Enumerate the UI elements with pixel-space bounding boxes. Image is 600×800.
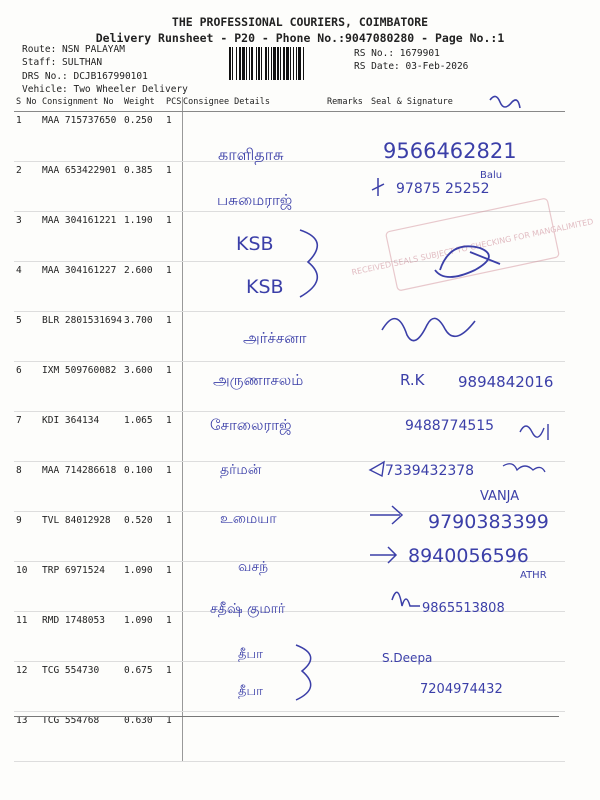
row-seal (371, 662, 565, 712)
table-row (14, 312, 565, 362)
row-weight: 0.520 (124, 512, 166, 562)
row-pcs: 1 (166, 712, 183, 762)
row-consignment: RMD 1748053 (42, 612, 124, 662)
row-consignment: IXM 509760082 (42, 362, 124, 412)
phone-6: 9894842016 (458, 373, 554, 391)
barcode-bar (258, 47, 260, 80)
row-consignee (183, 362, 328, 412)
row-weight: 0.385 (124, 162, 166, 212)
row-pcs: 1 (166, 562, 183, 612)
row-seal (371, 362, 565, 412)
row-remarks (327, 662, 371, 712)
barcode-bar (246, 47, 247, 80)
row-consignment: BLR 2801531694 (42, 312, 124, 362)
table-row (14, 562, 565, 612)
bottom-rule (14, 716, 559, 717)
table-row (14, 512, 565, 562)
row-consignment: MAA 653422901 (42, 162, 124, 212)
row-sno: 7 (14, 412, 42, 462)
route-label: Route: NSN PALAYAM (22, 44, 125, 55)
row-pcs: 1 (166, 512, 183, 562)
row-weight: 3.600 (124, 362, 166, 412)
row-consignee (183, 162, 328, 212)
row-consignee (183, 512, 328, 562)
row-consignment: MAA 714286618 (42, 462, 124, 512)
barcode-bar (242, 47, 245, 80)
row-remarks (327, 112, 371, 162)
row-weight: 0.100 (124, 462, 166, 512)
col-header-pcs: PCS (166, 97, 183, 112)
row-pcs: 1 (166, 162, 183, 212)
consignee-name-6: அருணாசலம் (213, 371, 304, 389)
signature-vanja: VANJA (480, 489, 520, 504)
barcode-bar (256, 47, 257, 80)
barcode-bar (265, 47, 267, 80)
table-row (14, 462, 565, 512)
row-seal (371, 412, 565, 462)
consignee-name-10: வசந் (238, 559, 269, 575)
stamp-text: RECEIVED SEALS SUBJECT TO CHECKING FOR MANGALIMITED (350, 216, 595, 278)
phone-8: 7339432378 (385, 463, 475, 479)
row-sno: 2 (14, 162, 42, 212)
barcode-bar (239, 47, 241, 80)
row-weight: 3.700 (124, 312, 166, 362)
row-consignee (183, 412, 328, 462)
row-pcs: 1 (166, 212, 183, 262)
row-remarks (327, 262, 371, 312)
consignee-name-11: சதீஷ் குமார் (210, 601, 286, 617)
signature-rk: R.K (400, 371, 425, 389)
row-consignment: TCG 554768 (42, 712, 124, 762)
consignee-name-9: உமையா (220, 511, 277, 527)
row-seal (371, 562, 565, 612)
barcode-bar (298, 47, 301, 80)
signature-balu: Balu (480, 170, 503, 181)
row-consignment: KDI 364134 (42, 412, 124, 462)
barcode-bar (251, 47, 253, 80)
row-weight: 1.090 (124, 612, 166, 662)
col-header-consignment: Consignment No (42, 97, 124, 112)
barcode-image (228, 47, 350, 80)
row-sno: 5 (14, 312, 42, 362)
row-remarks (327, 362, 371, 412)
phone-11: 9865513808 (422, 601, 505, 616)
consignee-name-2: பசுமைராஜ் (217, 191, 293, 209)
barcode-bar (283, 47, 285, 80)
row-pcs: 1 (166, 312, 183, 362)
col-header-consignee: Consignee Details (183, 97, 328, 112)
row-remarks (327, 412, 371, 462)
barcode-bar (268, 47, 269, 80)
consignee-name-8: தர்மன் (220, 462, 262, 478)
signature-deepa: S.Deepa (382, 651, 433, 665)
consignee-name-4: KSB (246, 276, 284, 298)
row-remarks (327, 512, 371, 562)
row-pcs: 1 (166, 112, 183, 162)
consignee-name-7: சோலைராஜ் (210, 416, 292, 434)
row-seal (371, 512, 565, 562)
table-row (14, 662, 565, 712)
barcode-bar (273, 47, 276, 80)
row-remarks (327, 562, 371, 612)
row-pcs: 1 (166, 412, 183, 462)
barcode-bar (303, 47, 304, 80)
consignee-name-12: தீபா (238, 647, 263, 662)
col-header-remarks: Remarks (327, 97, 371, 112)
row-consignee (183, 212, 328, 262)
vehicle-label: Vehicle: Two Wheeler Delivery (22, 84, 188, 95)
col-header-sno: S No (14, 97, 42, 112)
phone-9: 9790383399 (428, 511, 549, 533)
consignee-name-1: காளிதாசு (218, 145, 284, 164)
row-consignee (183, 462, 328, 512)
row-consignee (183, 662, 328, 712)
row-sno: 10 (14, 562, 42, 612)
row-sno: 9 (14, 512, 42, 562)
row-consignee (183, 262, 328, 312)
consignee-name-5: அர்ச்சனா (243, 329, 307, 347)
row-weight: 1.190 (124, 212, 166, 262)
table-row (14, 612, 565, 662)
row-sno: 13 (14, 712, 42, 762)
barcode-bar (232, 47, 233, 80)
row-remarks (327, 212, 371, 262)
row-consignment: MAA 715737650 (42, 112, 124, 162)
barcode-bar (236, 47, 237, 80)
consignee-name-13: தீபா (238, 684, 263, 699)
row-seal (371, 612, 565, 662)
signature-athr: ATHR (520, 570, 547, 581)
row-remarks (327, 612, 371, 662)
phone-2: 97875 25252 (396, 181, 490, 197)
barcode-bar (296, 47, 297, 80)
row-sno: 4 (14, 262, 42, 312)
row-seal (371, 212, 565, 262)
row-sno: 6 (14, 362, 42, 412)
row-weight: 0.675 (124, 662, 166, 712)
table-row (14, 712, 565, 762)
row-sno: 11 (14, 612, 42, 662)
row-consignee (183, 712, 328, 762)
barcode-bar (290, 47, 291, 80)
row-sno: 1 (14, 112, 42, 162)
drs-number: DRS No.: DCJB167990101 (22, 71, 148, 82)
row-weight: 0.250 (124, 112, 166, 162)
row-pcs: 1 (166, 612, 183, 662)
table-row (14, 112, 565, 162)
row-consignment: MAA 304161227 (42, 262, 124, 312)
row-remarks (327, 162, 371, 212)
row-remarks (327, 312, 371, 362)
runsheet-subtitle: Delivery Runsheet - P20 - Phone No.:9047080280 - Page No.:1 (95, 31, 505, 45)
row-sno: 3 (14, 212, 42, 262)
runsheet-title: THE PROFESSIONAL COURIERS, COIMBATORE (171, 15, 429, 29)
col-header-weight: Weight (124, 97, 166, 112)
row-seal (371, 462, 565, 512)
phone-1: 9566462821 (383, 139, 517, 163)
row-seal (371, 162, 565, 212)
row-sno: 8 (14, 462, 42, 512)
row-consignment: MAA 304161221 (42, 212, 124, 262)
phone-13: 7204974432 (420, 682, 503, 697)
table-row (14, 362, 565, 412)
barcode-bar (271, 47, 272, 80)
barcode-bar (293, 47, 294, 80)
row-seal (371, 312, 565, 362)
row-weight: 2.600 (124, 262, 166, 312)
staff-label: Staff: SULTHAN (22, 57, 103, 68)
table-row (14, 212, 565, 262)
row-consignment: TVL 84012928 (42, 512, 124, 562)
barcode-bar (261, 47, 262, 80)
consignee-name-3: KSB (236, 233, 274, 255)
row-seal (371, 712, 565, 762)
barcode-bar (249, 47, 250, 80)
phone-10: 8940056596 (408, 545, 529, 567)
table-row (14, 262, 565, 312)
row-pcs: 1 (166, 362, 183, 412)
barcode-bar (280, 47, 281, 80)
row-consignment: TCG 554730 (42, 662, 124, 712)
table-row (14, 162, 565, 212)
barcode-bar (229, 47, 231, 80)
barcode-bar (286, 47, 289, 80)
row-remarks (327, 712, 371, 762)
row-consignee (183, 612, 328, 662)
phone-7: 9488774515 (405, 418, 495, 434)
barcode-bar (277, 47, 279, 80)
row-remarks (327, 462, 371, 512)
row-weight: 1.065 (124, 412, 166, 462)
row-seal (371, 112, 565, 162)
row-weight: 1.090 (124, 562, 166, 612)
row-consignee (183, 562, 328, 612)
row-consignee (183, 312, 328, 362)
row-consignment: TRP 6971524 (42, 562, 124, 612)
row-sno: 12 (14, 662, 42, 712)
runsheet-table (14, 97, 565, 762)
rs-date: RS Date: 03-Feb-2026 (354, 61, 469, 72)
row-weight: 0.630 (124, 712, 166, 762)
row-pcs: 1 (166, 262, 183, 312)
row-pcs: 1 (166, 662, 183, 712)
row-pcs: 1 (166, 462, 183, 512)
col-header-seal: Seal & Signature (371, 97, 565, 112)
table-row (14, 412, 565, 462)
row-seal (371, 262, 565, 312)
row-consignee (183, 112, 328, 162)
rs-number: RS No.: 1679901 (354, 48, 440, 59)
